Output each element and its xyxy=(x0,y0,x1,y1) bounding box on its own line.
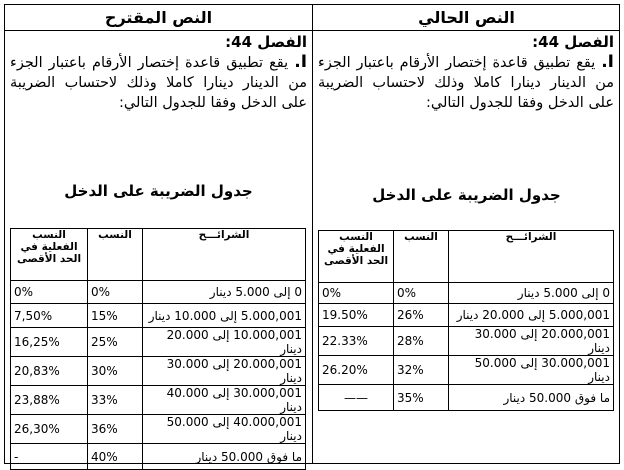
range-cell: 40.000,001 إلى 50.000 دينار xyxy=(143,415,306,444)
range-cell: 5.000,001 إلى 10.000 دينار xyxy=(143,304,306,328)
proposed-col-rate: النسب xyxy=(88,229,143,281)
effective-cell: 19.50% xyxy=(319,304,394,327)
table-row xyxy=(319,327,614,356)
range-cell: 30.000,001 إلى 40.000 دينار xyxy=(143,386,306,415)
current-text-block xyxy=(318,32,614,113)
table-row xyxy=(319,356,614,385)
effective-cell: - xyxy=(11,444,88,470)
range-cell: 0 إلى 5.000 دينار xyxy=(143,281,306,304)
effective-cell: 26.20% xyxy=(319,356,394,385)
range-cell: 30.000,001 إلى 50.000 دينار xyxy=(449,356,614,385)
current-header-text: النص الحالي xyxy=(418,7,515,27)
current-table-title: جدول الضريبة على الدخل xyxy=(372,186,561,204)
rate-cell: 28% xyxy=(394,327,449,356)
column-divider xyxy=(312,4,313,464)
effective-cell: 20,83% xyxy=(11,357,88,386)
rate-cell: 0% xyxy=(88,281,143,304)
effective-cell: 26,30% xyxy=(11,415,88,444)
current-chapter: الفصل 44: xyxy=(532,33,614,51)
proposed-text-block xyxy=(10,32,307,113)
proposed-paragraph xyxy=(10,52,307,113)
rate-cell: 36% xyxy=(88,415,143,444)
rate-cell: 0% xyxy=(394,283,449,304)
rate-cell: 25% xyxy=(88,328,143,357)
current-para-number: I. xyxy=(601,52,614,72)
effective-cell: 16,25% xyxy=(11,328,88,357)
table-row xyxy=(319,283,614,304)
rate-cell: 15% xyxy=(88,304,143,328)
table-row xyxy=(11,357,306,386)
effective-cell: 7,50% xyxy=(11,304,88,328)
range-cell: 20.000,001 إلى 30.000 دينار xyxy=(449,327,614,356)
proposed-header xyxy=(5,4,312,31)
table-row xyxy=(11,304,306,328)
current-col-rate: النسب xyxy=(394,231,449,283)
rate-cell: 33% xyxy=(88,386,143,415)
current-para-text: يقع تطبيق قاعدة إختصار الأرقام باعتبار الجزء من الدينار دينارا كاملا وذلك لاحتساب الضريبة على الدخل وفقا للجدول التالي: xyxy=(318,55,614,111)
range-cell: 0 إلى 5.000 دينار xyxy=(449,283,614,304)
effective-cell: 0% xyxy=(11,281,88,304)
proposed-para-text: يقع تطبيق قاعدة إختصار الأرقام باعتبار الجزء من الدينار دينارا كاملا وذلك لاحتساب الضريبة على الدخل وفقا للجدول التالي: xyxy=(10,55,307,111)
current-col-range: الشرائـــح xyxy=(449,231,614,283)
table-row xyxy=(319,385,614,411)
range-cell: 5.000,001 إلى 20.000 دينار xyxy=(449,304,614,327)
current-paragraph xyxy=(318,52,614,113)
range-cell: ما فوق 50.000 دينار xyxy=(449,385,614,411)
range-cell: 20.000,001 إلى 30.000 دينار xyxy=(143,357,306,386)
rate-cell: 26% xyxy=(394,304,449,327)
proposed-header-text: النص المقترح xyxy=(104,7,213,27)
table-row xyxy=(11,328,306,357)
proposed-tax-table xyxy=(10,228,306,470)
rate-cell: 35% xyxy=(394,385,449,411)
rate-cell: 40% xyxy=(88,444,143,470)
table-row xyxy=(11,444,306,470)
proposed-para-number: I. xyxy=(294,52,308,72)
rate-cell: 30% xyxy=(88,357,143,386)
table-row xyxy=(11,281,306,304)
effective-cell: 0% xyxy=(319,283,394,304)
proposed-chapter: الفصل 44: xyxy=(225,33,307,51)
range-cell: ما فوق 50.000 دينار xyxy=(143,444,306,470)
current-tax-table xyxy=(318,230,614,411)
range-cell: 10.000,001 إلى 20.000 دينار xyxy=(143,328,306,357)
table-row xyxy=(11,415,306,444)
rate-cell: 32% xyxy=(394,356,449,385)
current-header xyxy=(313,4,620,31)
proposed-table-title: جدول الضريبة على الدخل xyxy=(64,182,253,200)
proposed-col-range: الشرائـــح xyxy=(143,229,306,281)
proposed-col-effective: النسب الفعلية في الحد الأقصى xyxy=(11,229,88,281)
effective-cell: 22.33% xyxy=(319,327,394,356)
effective-cell: 23,88% xyxy=(11,386,88,415)
effective-cell: —— xyxy=(319,385,394,411)
table-row xyxy=(11,386,306,415)
table-row xyxy=(319,304,614,327)
current-col-effective: النسب الفعلية في الحد الأقصى xyxy=(319,231,394,283)
